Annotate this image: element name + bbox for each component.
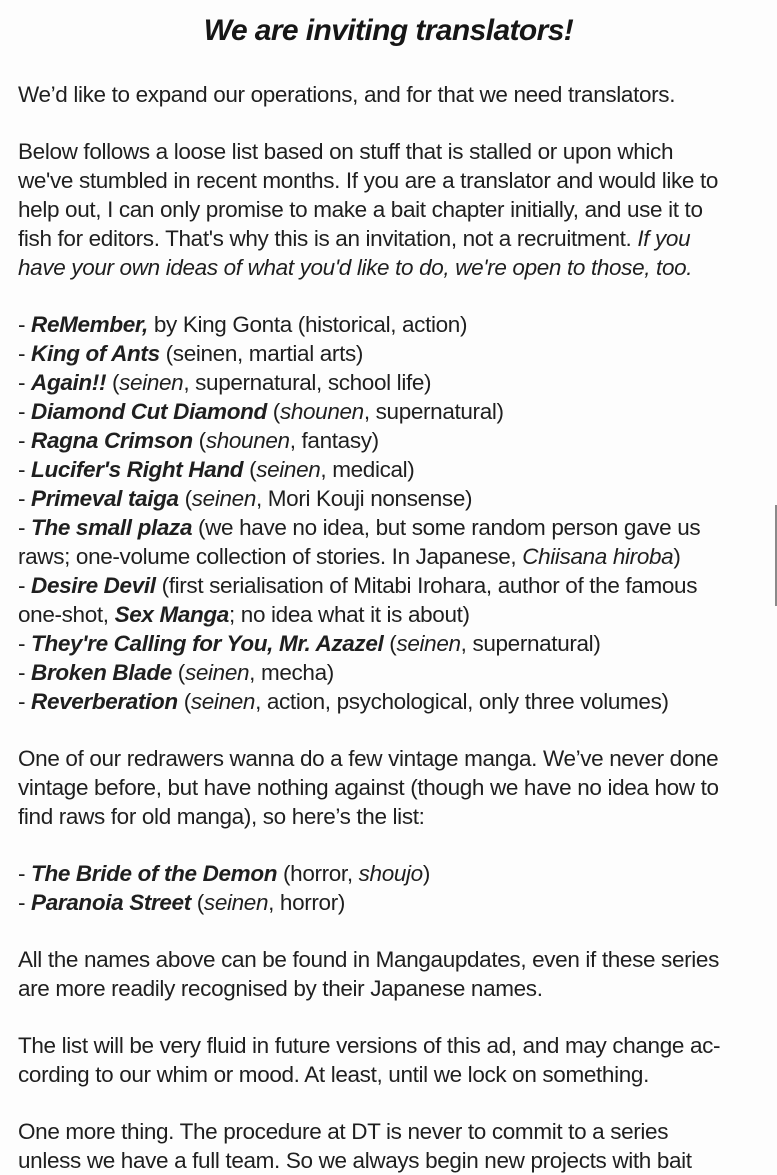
text-run: Chiisana hiroba [522,544,674,569]
text-run: - [18,660,32,685]
text-run: ( [266,399,280,424]
text-run: ; no idea what it is about) [228,602,470,627]
text-run: - [18,341,32,366]
text-run: seinen [184,660,250,685]
list-item [18,484,759,513]
text-run: shounen [279,399,364,424]
text-run: ( [171,660,185,685]
text-run: We’d like to expand our operations, and for that we need translators. [18,82,676,107]
list-item [18,397,759,426]
text-run: , action, psychological, only three volumes) [255,689,669,714]
list-item [18,426,759,455]
text-run: Reverberation [31,689,178,714]
text-run: (first serialisation of Mitabi Irohara, author of the famous one-shot, [18,573,698,627]
list-item [18,571,759,629]
text-run: - [18,515,32,540]
procedure-paragraph [18,1117,759,1175]
text-run: , fantasy) [289,428,379,453]
text-run: , horror) [268,890,345,915]
text-run: The small plaza [31,515,193,540]
list-item [18,859,759,888]
text-run: - [18,428,32,453]
list-item [18,629,759,658]
text-run: - [18,312,32,337]
list-item [18,658,759,687]
text-run: , supernatural) [460,631,601,656]
text-run: All the names above can be found in Mangaupdates, even if these series are more readily recognised by their Japanese names. [18,947,719,1001]
text-run: If you have your own ideas of what you'd like to do, we're open to those, too. [18,226,693,280]
text-run: One more thing. The procedure at DT is never to commit to a series unless we have a full team. So we always begin new projects with bait [18,1119,692,1173]
text-run: Primeval taiga [31,486,179,511]
text-run: - [18,890,32,915]
text-run: - [18,689,32,714]
text-run: , supernatural) [363,399,504,424]
page-title: We are inviting translators! [203,14,574,47]
list-item [18,513,759,571]
text-run: ReMember, [31,312,148,337]
text-run: - [18,573,32,598]
vintage-list [18,859,759,917]
text-run: Paranoia Street [31,890,191,915]
list-item [18,339,759,368]
text-run: Lucifer's Right Hand [31,457,244,482]
text-run: seinen [190,689,256,714]
text-run: , medical) [320,457,415,482]
text-run: Desire Devil [31,573,156,598]
text-run: Ragna Crimson [31,428,193,453]
mangaupdates-paragraph [18,945,759,1003]
text-run: (we have no idea, but some random person gave us raws; one-volume collection of stories. In Japanese, [18,515,701,569]
text-run: - [18,399,32,424]
fluid-list-paragraph [18,1031,759,1089]
text-run: , supernatural, school life) [183,370,432,395]
text-run: (seinen, martial arts) [159,341,364,366]
text-run: ) [673,544,681,569]
text-run: , Mori Kouji nonsense) [255,486,473,511]
text-run: shounen [205,428,290,453]
text-run: King of Ants [31,341,160,366]
text-run: seinen [256,457,321,482]
text-run: ( [106,370,120,395]
text-run: Again!! [31,370,107,395]
list-item [18,310,759,339]
text-run: - [18,457,32,482]
text-run: - [18,861,32,886]
text-run: seinen [119,370,184,395]
text-run: - [18,370,32,395]
list-item [18,687,759,716]
text-run: The Bride of the Demon [31,861,278,886]
text-run: by King Gonta (historical, action) [147,312,468,337]
text-run: ( [178,486,192,511]
text-run: ( [177,689,191,714]
text-run: ( [383,631,397,656]
vintage-paragraph [18,744,759,831]
text-run: ) [422,861,430,886]
series-list [18,310,759,716]
text-run: ( [243,457,257,482]
text-run: (horror, [277,861,359,886]
text-run: One of our redrawers wanna do a few vintage manga. We’ve never done vintage before, but have nothing against (though we have no idea how to find raws for old manga), so here’s the list: [18,746,719,829]
list-item [18,888,759,917]
list-item [18,455,759,484]
text-run: Diamond Cut Diamond [31,399,267,424]
text-run: ( [190,890,204,915]
text-run: , mecha) [249,660,334,685]
text-run: seinen [191,486,256,511]
text-run: Sex Manga [114,602,229,627]
text-run: seinen [203,890,269,915]
text-run: seinen [396,631,461,656]
text-run: shoujo [358,861,423,886]
text-run: The list will be very fluid in future versions of this ad, and may change ac- cording to our whim or mood. At least, until we lock on something. [18,1033,721,1087]
text-run: Broken Blade [31,660,172,685]
text-run: - [18,486,32,511]
text-run: ( [192,428,206,453]
text-run: They're Calling for You, Mr. Azazel [31,631,384,656]
invitation-paragraph [18,137,759,282]
text-run: Below follows a loose list based on stuff that is stalled or upon which we've stumbled in recent months. If you are a translator and would like to help out, I can only promise to make a bait chapter initially, and use it to fish for editors. That's why this is an invitation, not a recruitment. [18,139,719,251]
text-run: - [18,631,32,656]
intro-paragraph [18,80,759,109]
list-item [18,368,759,397]
document-content [18,80,759,1175]
